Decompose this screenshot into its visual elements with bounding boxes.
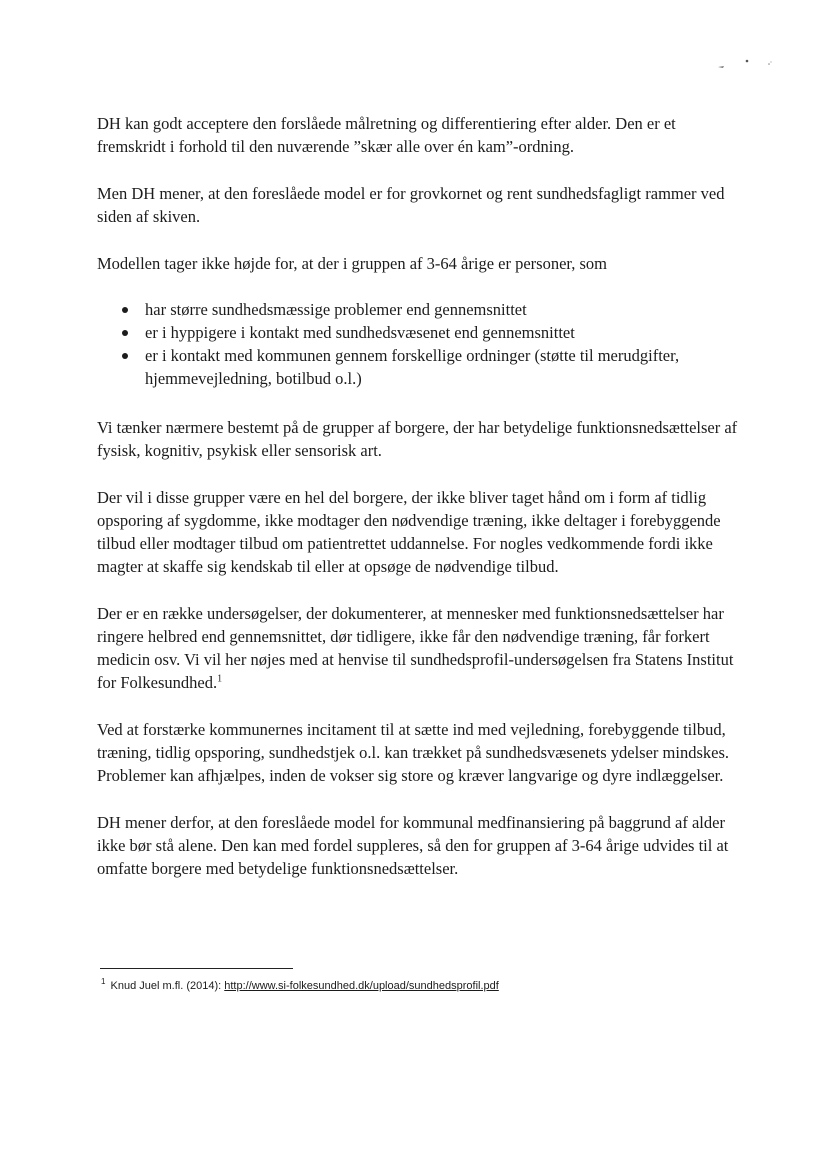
paragraph-8: DH mener derfor, at den foreslåede model for kommunal medfinansiering på baggrund af alder ikke bør stå alene. Den kan med fordel suppleres, så den for gruppen af 3-64 årige udvides til at omfatte borgere med betydelige funktionsnedsættelser.: [97, 813, 729, 878]
paragraph-7: Ved at forstærke kommunernes incitament til at sætte ind med vejledning, forebyggende tilbud, træning, tidlig opsporing, sundhedstjek o.l. kan trækket på sundhedsvæsenets ydelser mindskes. Problemer kan afhjælpes, inden de vokser sig store og kræver langvarige og dyre indlæggelser.: [97, 720, 729, 785]
bullet-icon: [122, 307, 128, 313]
list-item: [97, 321, 747, 344]
paragraph-1: DH kan godt acceptere den forslåede målretning og differentiering efter alder. Den er et fremskridt i forhold til den nuværende ”skær alle over én kam”-ordning.: [97, 114, 676, 156]
list-item-text: har større sundhedsmæssige problemer end gennemsnittet: [145, 300, 527, 319]
scan-specks: [712, 56, 782, 72]
paragraph-5: Der vil i disse grupper være en hel del borgere, der ikke bliver taget hånd om i form af tidlig opsporing af sygdomme, ikke modtager den nødvendige træning, ikke deltager i forebyggende tilbud eller modtager tilbud om patientrettet uddannelse. For nogles vedkommende fordi ikke magter at skaffe sig kendskab til eller at opsøge de nødvendige tilbud.: [97, 488, 721, 576]
paragraph-3: Modellen tager ikke højde for, at der i gruppen af 3-64 årige er personer, som: [97, 254, 607, 273]
paragraph-2: Men DH mener, at den foreslåede model er for grovkornet og rent sundhedsfagligt rammer ved siden af skiven.: [97, 184, 725, 226]
paragraph-6-text: Der er en række undersøgelser, der dokumenterer, at mennesker med funktionsnedsættelser har ringere helbred end gennemsnittet, dør tidligere, ikke får den nødvendige træning, får forkert medicin osv. Vi vil her nøjes med at henvise til sundhedsprofil-undersøgelsen fra Statens Institut for Folkesundhed.: [97, 604, 734, 692]
list-item: [97, 344, 747, 390]
footnote-text: Knud Juel m.fl. (2014):: [110, 980, 225, 992]
footnote-link[interactable]: http://www.si-folkesundhed.dk/upload/sundhedsprofil.pdf: [224, 980, 499, 992]
bullet-icon: [122, 353, 128, 359]
footnote-reference[interactable]: 1: [217, 673, 223, 685]
body-text: [97, 112, 747, 904]
list-item-text: er i kontakt med kommunen gennem forskellige ordninger (støtte til merudgifter, hjemmevejledning, botilbud o.l.): [145, 346, 680, 388]
footnote-number: 1: [101, 977, 106, 987]
paragraph-4: Vi tænker nærmere bestemt på de grupper af borgere, der har betydelige funktionsnedsættelser af fysisk, kognitiv, psykisk eller sensorisk art.: [97, 418, 738, 460]
list-item-text: er i hyppigere i kontakt med sundhedsvæsenet end gennemsnittet: [145, 323, 575, 342]
bullet-list: [97, 298, 747, 390]
footnote: [101, 979, 751, 993]
bullet-icon: [122, 330, 128, 336]
list-item: [97, 298, 747, 321]
footnote-divider: [100, 968, 293, 969]
paragraph-6: [97, 602, 747, 694]
